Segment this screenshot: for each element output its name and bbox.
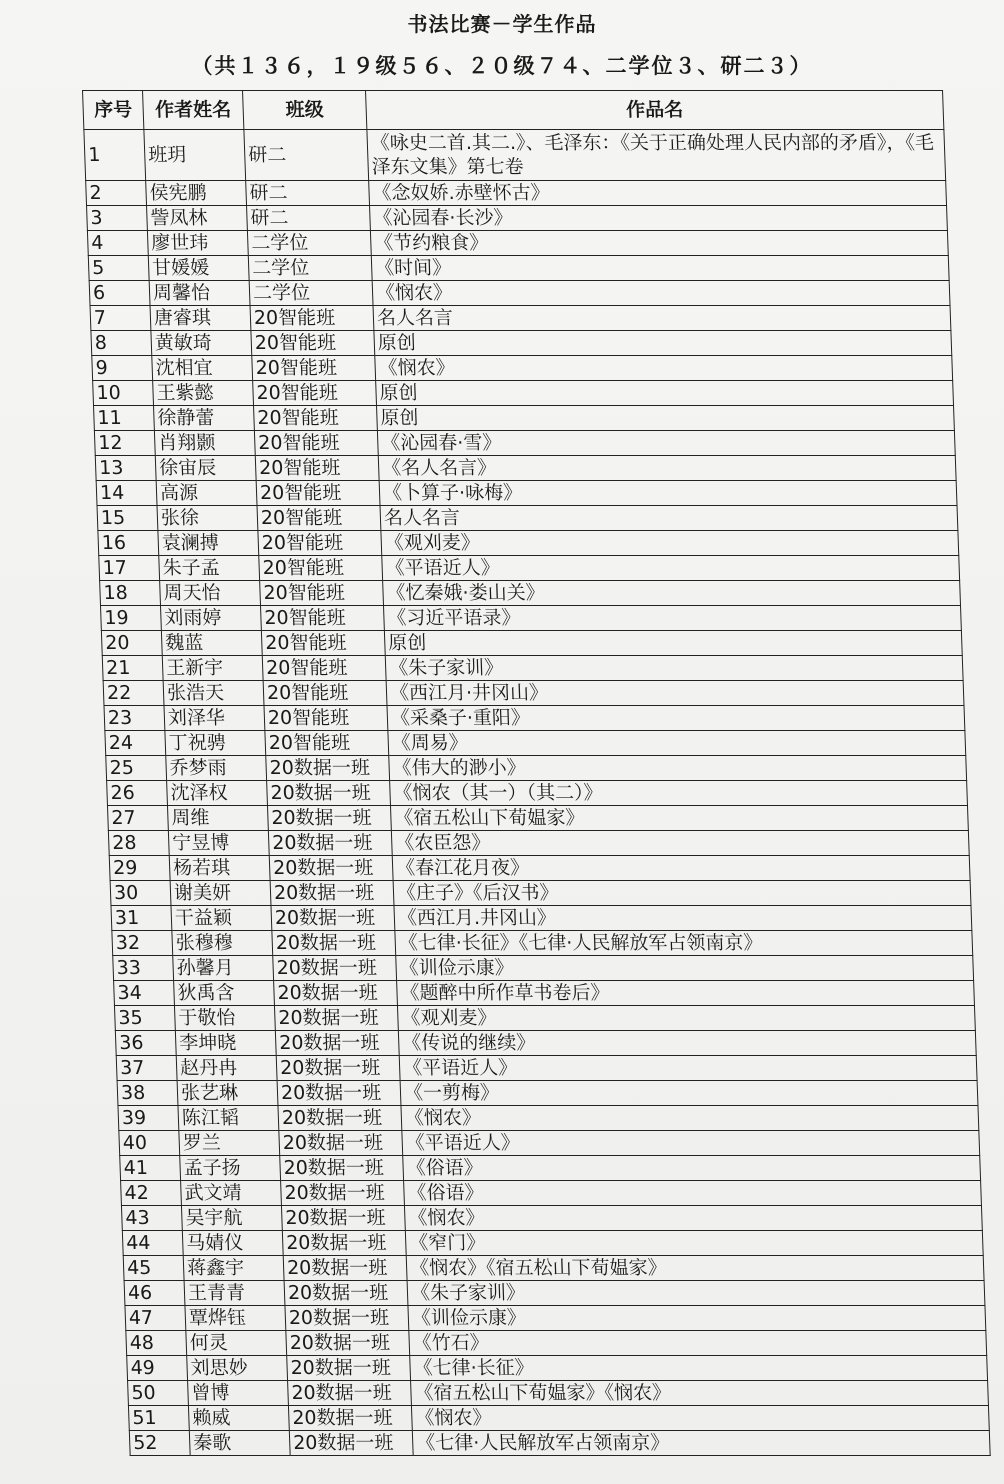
cell-author-name: 魏蓝 xyxy=(161,631,262,656)
cell-class: 20智能班 xyxy=(253,381,377,406)
cell-number: 21 xyxy=(102,656,163,681)
cell-author-name: 孟子扬 xyxy=(180,1156,281,1181)
cell-number: 11 xyxy=(94,406,155,431)
cell-author-name: 王紫懿 xyxy=(153,381,254,406)
cell-work-title: 《窄门》 xyxy=(405,1231,983,1256)
table-row xyxy=(101,606,962,631)
cell-class: 20智能班 xyxy=(250,306,374,331)
table-row xyxy=(117,1081,978,1106)
cell-work-title: 《观刈麦》 xyxy=(397,1006,975,1031)
cell-author-name: 刘思妙 xyxy=(187,1356,288,1381)
table-row xyxy=(95,456,956,481)
cell-work-title: 《悯农》 xyxy=(375,356,953,381)
cell-author-name: 陈江韬 xyxy=(178,1106,279,1131)
cell-work-title: 《题醉中所作草书卷后》 xyxy=(397,981,975,1006)
cell-work-title: 《传说的继续》 xyxy=(398,1031,976,1056)
cell-author-name: 秦歌 xyxy=(189,1431,290,1456)
cell-work-title: 《训俭示康》 xyxy=(408,1306,986,1331)
cell-author-name: 廖世玮 xyxy=(147,231,248,256)
cell-work-title: 《卜算子·咏梅》 xyxy=(379,481,957,506)
cell-number: 20 xyxy=(101,631,162,656)
cell-number: 27 xyxy=(107,806,168,831)
table-row xyxy=(107,781,968,806)
cell-number: 38 xyxy=(117,1081,178,1106)
cell-number: 10 xyxy=(93,381,154,406)
cell-number: 33 xyxy=(113,956,174,981)
cell-number: 19 xyxy=(101,606,162,631)
cell-author-name: 班玥 xyxy=(144,130,246,181)
cell-number: 48 xyxy=(126,1331,187,1356)
cell-class: 研二 xyxy=(244,130,369,181)
cell-class: 20数据一班 xyxy=(277,1081,401,1106)
table-row xyxy=(121,1181,982,1206)
header-class: 班级 xyxy=(243,91,367,130)
cell-work-title: 《庄子》《后汉书》 xyxy=(393,881,971,906)
cell-number: 29 xyxy=(109,856,170,881)
cell-class: 二学位 xyxy=(249,281,373,306)
cell-work-title: 《观刈麦》 xyxy=(381,531,959,556)
table-row xyxy=(91,331,952,356)
cell-class: 20智能班 xyxy=(254,406,378,431)
cell-author-name: 张徐 xyxy=(157,506,258,531)
cell-work-title: 《悯农》 xyxy=(404,1206,982,1231)
table-row xyxy=(113,956,974,981)
cell-number: 24 xyxy=(105,731,166,756)
cell-author-name: 赖威 xyxy=(188,1406,289,1431)
cell-author-name: 于敬怡 xyxy=(174,1006,275,1031)
cell-number: 9 xyxy=(92,356,153,381)
entries-table xyxy=(82,90,991,1456)
cell-work-title: 《平语近人》 xyxy=(399,1056,977,1081)
table-row xyxy=(89,281,950,306)
cell-class: 20智能班 xyxy=(252,356,376,381)
cell-work-title: 《沁园春·雪》 xyxy=(377,431,955,456)
table-row xyxy=(128,1381,989,1406)
cell-class: 20数据一班 xyxy=(286,1331,410,1356)
cell-author-name: 吴宇航 xyxy=(181,1206,282,1231)
table-row xyxy=(103,681,964,706)
cell-work-title: 原创 xyxy=(374,331,952,356)
table-header-row xyxy=(83,91,944,130)
cell-work-title: 《平语近人》 xyxy=(402,1131,980,1156)
table-row xyxy=(116,1056,977,1081)
cell-number: 31 xyxy=(111,906,172,931)
cell-work-title: 《朱子家训》 xyxy=(407,1281,985,1306)
cell-number: 2 xyxy=(86,181,147,206)
cell-number: 3 xyxy=(87,206,148,231)
table-row xyxy=(109,856,970,881)
table-row xyxy=(114,981,975,1006)
table-row xyxy=(94,406,955,431)
cell-class: 20数据一班 xyxy=(267,781,391,806)
cell-class: 20数据一班 xyxy=(267,806,391,831)
cell-number: 28 xyxy=(108,831,169,856)
table-row xyxy=(98,531,959,556)
table-row xyxy=(94,431,955,456)
cell-author-name: 周馨怡 xyxy=(149,281,250,306)
cell-number: 42 xyxy=(121,1181,182,1206)
cell-number: 17 xyxy=(99,556,160,581)
header-author-name: 作者姓名 xyxy=(143,91,244,130)
cell-author-name: 徐宙辰 xyxy=(155,456,256,481)
table-row xyxy=(126,1331,987,1356)
cell-class: 20数据一班 xyxy=(270,881,394,906)
cell-class: 20智能班 xyxy=(258,531,382,556)
cell-number: 1 xyxy=(84,130,146,181)
table-row xyxy=(99,556,960,581)
table-row xyxy=(102,656,963,681)
cell-author-name: 侯宪鹏 xyxy=(146,181,247,206)
cell-class: 20数据一班 xyxy=(287,1356,411,1381)
cell-work-title: 《时间》 xyxy=(371,256,949,281)
cell-work-title: 《忆秦娥·娄山关》 xyxy=(383,581,961,606)
table-row xyxy=(121,1206,982,1231)
cell-work-title: 《节约粮食》 xyxy=(370,231,948,256)
cell-class: 研二 xyxy=(246,181,370,206)
cell-author-name: 何灵 xyxy=(186,1331,287,1356)
cell-author-name: 肖翔颢 xyxy=(154,431,255,456)
cell-work-title: 《竹石》 xyxy=(409,1331,987,1356)
cell-author-name: 刘泽华 xyxy=(164,706,265,731)
cell-author-name: 黄敏琦 xyxy=(151,331,252,356)
table-row xyxy=(87,206,948,231)
cell-work-title: 《西江月·井冈山》 xyxy=(386,681,964,706)
cell-class: 20数据一班 xyxy=(288,1406,412,1431)
cell-work-title: 《春江花月夜》 xyxy=(392,856,970,881)
cell-number: 47 xyxy=(125,1306,186,1331)
cell-class: 20智能班 xyxy=(259,556,383,581)
header-number: 序号 xyxy=(83,91,144,130)
cell-class: 20数据一班 xyxy=(276,1056,400,1081)
cell-work-title: 《悯农》《宿五松山下荀媪家》 xyxy=(406,1256,984,1281)
cell-author-name: 武文靖 xyxy=(181,1181,282,1206)
cell-class: 20智能班 xyxy=(254,431,378,456)
cell-number: 18 xyxy=(100,581,161,606)
cell-class: 20智能班 xyxy=(263,681,387,706)
cell-author-name: 沈相宜 xyxy=(152,356,253,381)
cell-work-title: 《沁园春·长沙》 xyxy=(370,206,948,231)
table-row xyxy=(93,381,954,406)
cell-work-title: 《宿五松山下荀媪家》 xyxy=(390,806,968,831)
cell-work-title: 《朱子家训》 xyxy=(385,656,963,681)
cell-class: 20数据一班 xyxy=(269,856,393,881)
cell-class: 20数据一班 xyxy=(280,1156,404,1181)
cell-class: 20数据一班 xyxy=(274,1006,398,1031)
cell-class: 20数据一班 xyxy=(273,956,397,981)
cell-class: 20智能班 xyxy=(255,456,379,481)
cell-author-name: 张浩天 xyxy=(163,681,264,706)
cell-work-title: 《七律·人民解放军占领南京》 xyxy=(412,1431,990,1456)
cell-number: 8 xyxy=(91,331,152,356)
cell-work-title: 《悯农（其一）（其二）》 xyxy=(390,781,968,806)
table-row xyxy=(110,881,971,906)
cell-class: 20智能班 xyxy=(260,581,384,606)
cell-number: 43 xyxy=(121,1206,182,1231)
cell-work-title: 《伟大的渺小》 xyxy=(389,756,967,781)
cell-number: 49 xyxy=(127,1356,188,1381)
cell-class: 二学位 xyxy=(248,256,372,281)
cell-work-title: 原创 xyxy=(376,381,954,406)
cell-class: 20智能班 xyxy=(261,631,385,656)
cell-number: 22 xyxy=(103,681,164,706)
cell-author-name: 蒋鑫宇 xyxy=(183,1256,284,1281)
cell-work-title: 《七律·长征》《七律·人民解放军占领南京》 xyxy=(395,931,973,956)
cell-number: 12 xyxy=(94,431,155,456)
cell-number: 39 xyxy=(118,1106,179,1131)
table-row xyxy=(115,1031,976,1056)
cell-work-title: 名人名言 xyxy=(380,506,958,531)
cell-class: 20智能班 xyxy=(256,481,380,506)
cell-class: 20数据一班 xyxy=(272,931,396,956)
cell-class: 20智能班 xyxy=(261,606,385,631)
cell-class: 20数据一班 xyxy=(278,1106,402,1131)
cell-author-name: 王青青 xyxy=(184,1281,285,1306)
table-row xyxy=(125,1306,986,1331)
document-title: 书法比赛－学生作品 xyxy=(407,12,597,36)
cell-class: 20数据一班 xyxy=(279,1131,403,1156)
cell-number: 46 xyxy=(124,1281,185,1306)
header-work-title: 作品名 xyxy=(366,91,944,130)
cell-work-title: 原创 xyxy=(384,631,962,656)
cell-number: 32 xyxy=(112,931,173,956)
cell-number: 16 xyxy=(98,531,159,556)
cell-number: 52 xyxy=(129,1431,190,1456)
cell-work-title: 《平语近人》 xyxy=(382,556,960,581)
table-row xyxy=(92,356,953,381)
cell-class: 20数据一班 xyxy=(266,756,390,781)
cell-author-name: 王新宇 xyxy=(162,656,263,681)
cell-number: 30 xyxy=(110,881,171,906)
cell-author-name: 唐睿琪 xyxy=(150,306,251,331)
table-row xyxy=(106,756,967,781)
table-row xyxy=(107,806,968,831)
table-row xyxy=(90,306,951,331)
table-row xyxy=(127,1356,988,1381)
table-row xyxy=(108,831,969,856)
cell-author-name: 谢美妍 xyxy=(170,881,271,906)
table-row xyxy=(84,130,946,181)
cell-number: 14 xyxy=(96,481,157,506)
cell-number: 13 xyxy=(95,456,156,481)
table-row xyxy=(100,581,961,606)
table-row xyxy=(104,706,965,731)
table-row xyxy=(124,1281,985,1306)
cell-number: 26 xyxy=(107,781,168,806)
cell-work-title: 《采桑子·重阳》 xyxy=(387,706,965,731)
table-row xyxy=(118,1106,979,1131)
table-row xyxy=(111,906,972,931)
table-row xyxy=(97,506,958,531)
cell-work-title: 《名人名言》 xyxy=(378,456,956,481)
cell-author-name: 甘媛媛 xyxy=(148,256,249,281)
table-row xyxy=(128,1406,989,1431)
cell-class: 20数据一班 xyxy=(283,1256,407,1281)
cell-work-title: 《七律·长征》 xyxy=(410,1356,988,1381)
cell-author-name: 干益颖 xyxy=(171,906,272,931)
cell-author-name: 张穆穆 xyxy=(172,931,273,956)
cell-class: 二学位 xyxy=(247,231,371,256)
table-row xyxy=(96,481,957,506)
cell-work-title: 《念奴娇.赤壁怀古》 xyxy=(369,181,947,206)
cell-author-name: 沈泽权 xyxy=(167,781,268,806)
cell-class: 20数据一班 xyxy=(284,1281,408,1306)
cell-work-title: 《俗语》 xyxy=(403,1156,981,1181)
cell-work-title: 《宿五松山下荀媪家》《悯农》 xyxy=(411,1381,989,1406)
cell-author-name: 徐静蕾 xyxy=(154,406,255,431)
table-row xyxy=(129,1431,990,1456)
cell-class: 20数据一班 xyxy=(271,906,395,931)
cell-author-name: 赵丹冉 xyxy=(176,1056,277,1081)
document-subtitle: （共１３６，１９级５６、２０级７４、二学位３、研二３） xyxy=(191,54,813,78)
cell-class: 20数据一班 xyxy=(289,1431,413,1456)
cell-work-title: 《悯农》 xyxy=(401,1106,979,1131)
cell-author-name: 朱子孟 xyxy=(159,556,260,581)
cell-author-name: 宁昱博 xyxy=(168,831,269,856)
cell-author-name: 周天怡 xyxy=(160,581,261,606)
cell-work-title: 《习近平语录》 xyxy=(384,606,962,631)
table-body xyxy=(84,130,990,1456)
cell-work-title: 《悯农》 xyxy=(411,1406,989,1431)
cell-author-name: 訾凤林 xyxy=(147,206,248,231)
table-row xyxy=(122,1231,983,1256)
cell-work-title: 《农臣怨》 xyxy=(391,831,969,856)
cell-number: 4 xyxy=(87,231,148,256)
cell-work-title: 《训俭示康》 xyxy=(396,956,974,981)
cell-class: 20数据一班 xyxy=(268,831,392,856)
cell-number: 23 xyxy=(104,706,165,731)
cell-number: 25 xyxy=(106,756,167,781)
cell-number: 36 xyxy=(115,1031,176,1056)
cell-class: 20数据一班 xyxy=(275,1031,399,1056)
cell-number: 51 xyxy=(128,1406,189,1431)
cell-class: 20数据一班 xyxy=(281,1181,405,1206)
cell-number: 15 xyxy=(97,506,158,531)
cell-number: 6 xyxy=(89,281,150,306)
cell-work-title: 原创 xyxy=(377,406,955,431)
table-row xyxy=(112,931,973,956)
cell-class: 20数据一班 xyxy=(274,981,398,1006)
table-row xyxy=(120,1156,981,1181)
cell-number: 41 xyxy=(120,1156,181,1181)
cell-number: 37 xyxy=(116,1056,177,1081)
cell-number: 5 xyxy=(88,256,149,281)
cell-author-name: 曾博 xyxy=(188,1381,289,1406)
cell-author-name: 刘雨婷 xyxy=(161,606,262,631)
cell-number: 34 xyxy=(114,981,175,1006)
cell-class: 20智能班 xyxy=(251,331,375,356)
cell-number: 35 xyxy=(114,1006,175,1031)
table-row xyxy=(101,631,962,656)
cell-author-name: 李坤晓 xyxy=(175,1031,276,1056)
cell-work-title: 《咏史二首.其二.》、毛泽东：《关于正确处理人民内部的矛盾》，《毛泽东文集》第七卷 xyxy=(367,130,946,181)
cell-class: 20数据一班 xyxy=(282,1231,406,1256)
table-row xyxy=(88,256,949,281)
table-row xyxy=(105,731,966,756)
cell-author-name: 孙馨月 xyxy=(173,956,274,981)
cell-class: 20智能班 xyxy=(264,706,388,731)
cell-class: 研二 xyxy=(247,206,371,231)
cell-author-name: 周维 xyxy=(167,806,268,831)
cell-author-name: 覃烨钰 xyxy=(185,1306,286,1331)
cell-number: 7 xyxy=(90,306,151,331)
cell-class: 20数据一班 xyxy=(285,1306,409,1331)
table-row xyxy=(114,1006,975,1031)
cell-author-name: 丁祝骋 xyxy=(165,731,266,756)
cell-author-name: 罗兰 xyxy=(179,1131,280,1156)
cell-author-name: 马婧仪 xyxy=(182,1231,283,1256)
cell-author-name: 乔梦雨 xyxy=(166,756,267,781)
cell-work-title: 《西江月.井冈山》 xyxy=(394,906,972,931)
cell-number: 44 xyxy=(122,1231,183,1256)
cell-class: 20数据一班 xyxy=(288,1381,412,1406)
cell-author-name: 袁澜搏 xyxy=(158,531,259,556)
cell-work-title: 《悯农》 xyxy=(372,281,950,306)
cell-work-title: 《一剪梅》 xyxy=(400,1081,978,1106)
cell-number: 40 xyxy=(119,1131,180,1156)
table-row xyxy=(119,1131,980,1156)
cell-work-title: 《俗语》 xyxy=(404,1181,982,1206)
cell-work-title: 《周易》 xyxy=(388,731,966,756)
cell-class: 20智能班 xyxy=(262,656,386,681)
cell-author-name: 张艺琳 xyxy=(177,1081,278,1106)
cell-author-name: 高源 xyxy=(156,481,257,506)
cell-number: 50 xyxy=(128,1381,189,1406)
cell-author-name: 杨若琪 xyxy=(169,856,270,881)
cell-work-title: 名人名言 xyxy=(373,306,951,331)
cell-number: 45 xyxy=(123,1256,184,1281)
table-row xyxy=(86,181,947,206)
table-row xyxy=(87,231,948,256)
cell-class: 20智能班 xyxy=(265,731,389,756)
cell-class: 20数据一班 xyxy=(281,1206,405,1231)
cell-author-name: 狄禹含 xyxy=(174,981,275,1006)
table-row xyxy=(123,1256,984,1281)
cell-class: 20智能班 xyxy=(257,506,381,531)
